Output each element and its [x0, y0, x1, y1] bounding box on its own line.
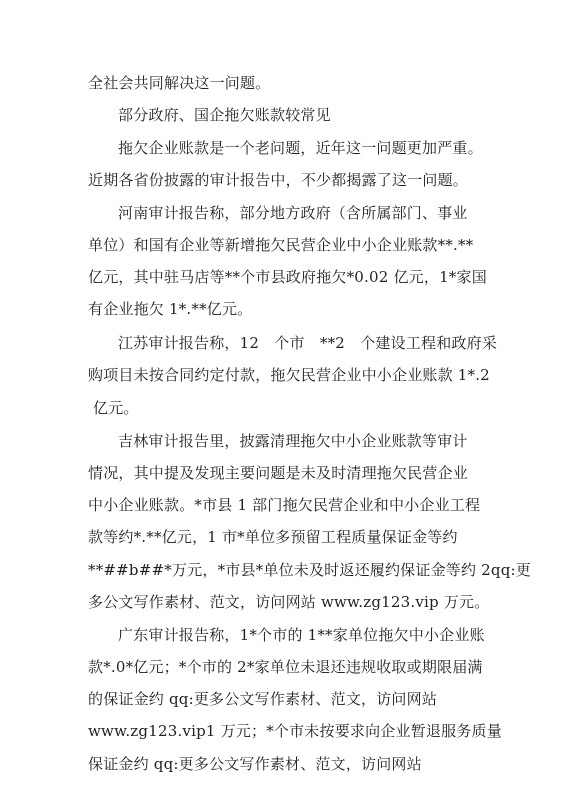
text-line: 亿元。 — [93, 399, 139, 417]
text-line: 广东审计报告称，1*个市的 1**家单位拖欠中小企业账 — [118, 626, 485, 644]
text-line: 河南审计报告称，部分地方政府（含所属部门、事业 — [118, 204, 468, 222]
text-line: 中小企业账款。*市县 1 部门拖欠民营企业和中小企业工程 — [88, 496, 481, 514]
text-line: 的保证金约 qq:更多公文写作素材、范文，访问网站 — [88, 690, 438, 708]
text-line: 保证金约 qq:更多公文写作素材、范文，访问网站 — [88, 755, 422, 773]
text-line: 多公文写作素材、范文，访问网站 www.zg123.vip 万元。 — [88, 593, 490, 611]
text-line: 拖欠企业账款是一个老问题，近年这一问题更加严重。 — [118, 139, 483, 157]
text-line: 款等约*.**亿元，1 市*单位多预留工程质量保证金等约 — [88, 528, 458, 546]
section-heading: 部分政府、国企拖欠账款较常见 — [118, 106, 331, 124]
text-line: 江苏审计报告称，12 个市 **2 个建设工程和政府采 — [118, 334, 498, 352]
text-line: 情况，其中提及发现主要问题是未及时清理拖欠民营企业 — [88, 464, 469, 482]
text-line: **##b##*万元，*市县*单位未及时返还履约保证金等约 2qq:更 — [88, 561, 531, 579]
text-line: 单位）和国有企业等新增拖欠民营企业中小企业账款**.** — [88, 236, 474, 254]
text-line: 全社会共同解决这一问题。 — [88, 74, 271, 92]
text-line: www.zg123.vip1 万元；*个市未按要求向企业暂退服务质量 — [88, 722, 502, 740]
text-line: 吉林审计报告里，披露清理拖欠中小企业账款等审计 — [118, 432, 468, 450]
text-line: 购项目未按合同约定付款，拖欠民营企业中小企业账款 1*.2 — [88, 366, 490, 384]
text-line: 款*.0*亿元；*个市的 2*家单位未退还违规收取或期限届满 — [88, 658, 483, 676]
text-line: 近期各省份披露的审计报告中，不少都揭露了这一问题。 — [88, 171, 469, 189]
text-line: 亿元，其中驻马店等**个市县政府拖欠*0.02 亿元，1*家国 — [88, 268, 487, 286]
text-line: 有企业拖欠 1*.**亿元。 — [88, 300, 253, 318]
